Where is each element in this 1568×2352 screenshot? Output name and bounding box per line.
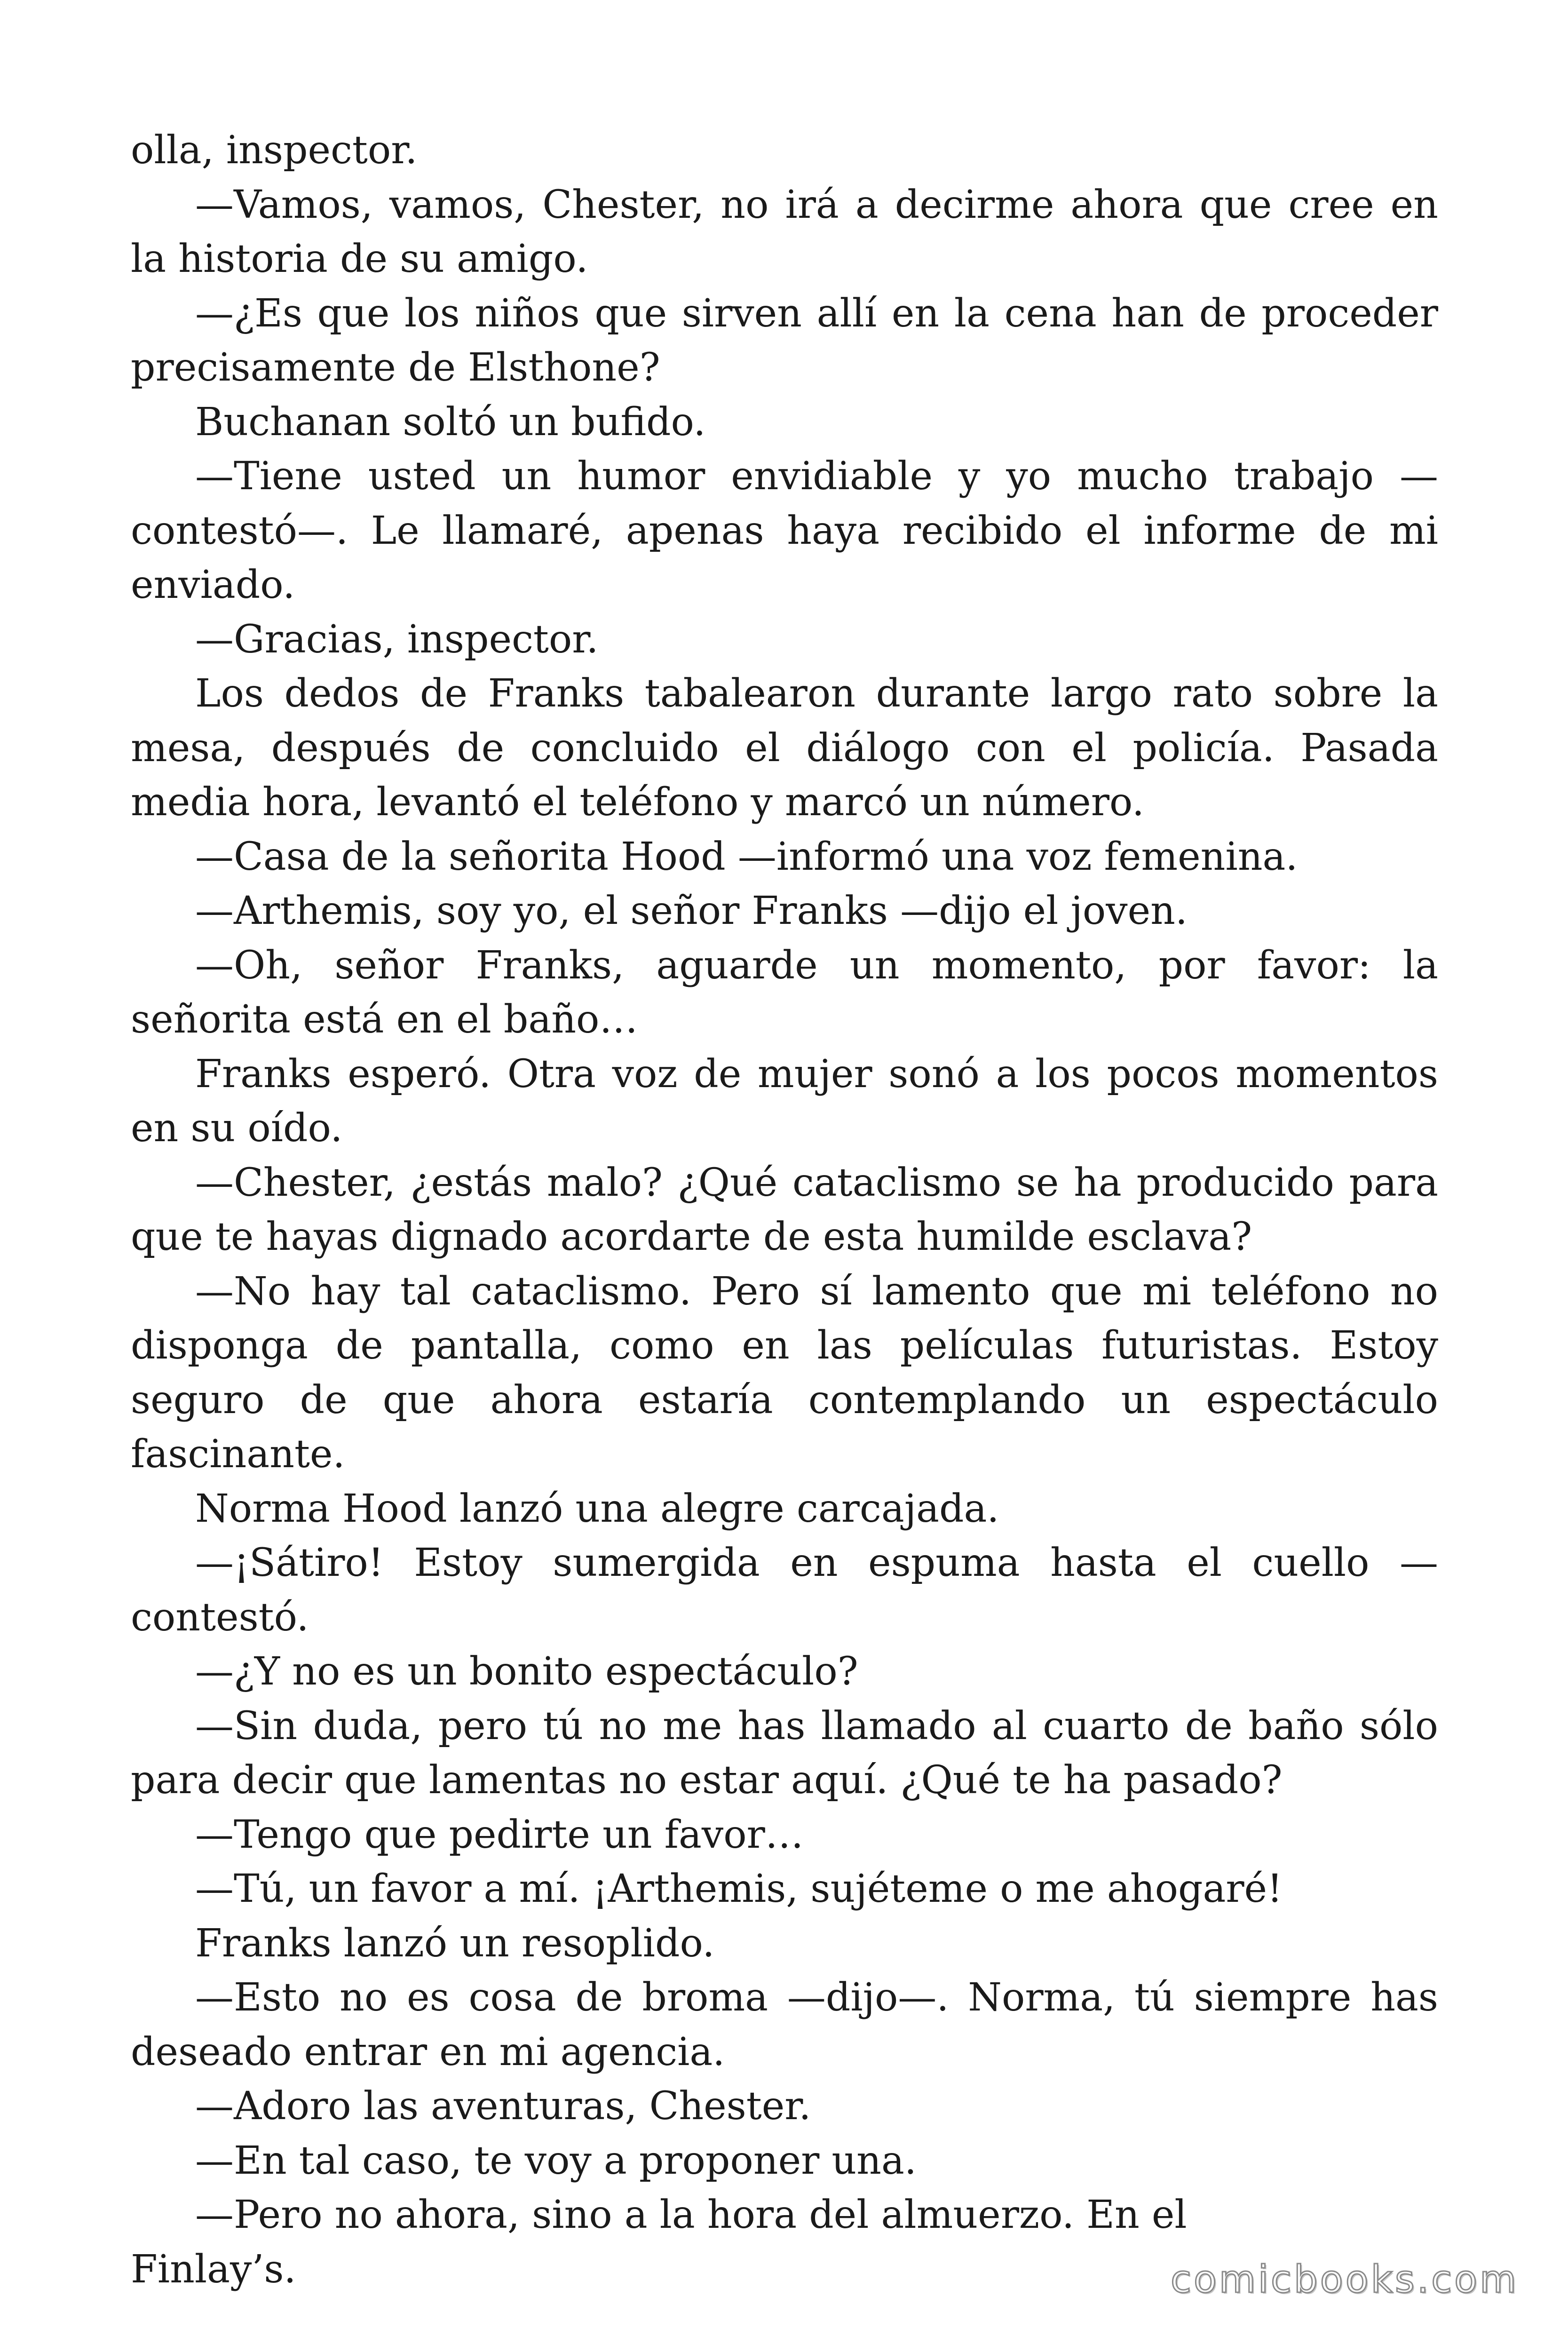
paragraph: —En tal caso, te voy a proponer una. bbox=[195, 2138, 917, 2183]
paragraph-continuation: olla, inspector. bbox=[131, 128, 418, 173]
paragraph: —Arthemis, soy yo, el señor Franks —dijo el joven. bbox=[195, 889, 1188, 933]
paragraph: Franks lanzó un resoplido. bbox=[195, 1921, 715, 1966]
paragraph: —No hay tal cataclismo. Pero sí lamento que mi teléfono no disponga de pantalla, como en las películas futuristas. Estoy seguro de que ahora estaría contemplando un espectáculo fascinante. bbox=[131, 1269, 1438, 1477]
paragraph: —Gracias, inspector. bbox=[195, 617, 599, 662]
paragraph: —¡Sátiro! Estoy sumergida en espuma hasta el cuello —contestó. bbox=[131, 1541, 1438, 1640]
paragraph: Norma Hood lanzó una alegre carcajada. bbox=[195, 1486, 999, 1531]
paragraph: —Vamos, vamos, Chester, no irá a decirme ahora que cree en la historia de su amigo. bbox=[131, 182, 1438, 281]
paragraph: Buchanan soltó un bufido. bbox=[195, 399, 706, 445]
paragraph: —Tiene usted un humor envidiable y yo mucho trabajo —contestó—. Le llamaré, apenas haya recibido el informe de mi enviado. bbox=[131, 454, 1438, 607]
paragraph: —Sin duda, pero tú no me has llamado al cuarto de baño sólo para decir que lamentas no estar aquí. ¿Qué te ha pasado? bbox=[131, 1703, 1438, 1803]
paragraph: —Adoro las aventuras, Chester. bbox=[195, 2084, 811, 2129]
paragraph: Los dedos de Franks tabalearon durante largo rato sobre la mesa, después de concluido el diálogo con el policía. Pasada media hora, levantó el teléfono y marcó un número. bbox=[131, 671, 1438, 825]
paragraph-line-end: Finlay’s. bbox=[131, 2247, 296, 2292]
paragraph: —Oh, señor Franks, aguarde un momento, por favor: la señorita está en el baño… bbox=[131, 943, 1438, 1042]
paragraph: Franks esperó. Otra voz de mujer sonó a los pocos momentos en su oído. bbox=[131, 1051, 1438, 1151]
paragraph: —Casa de la señorita Hood —informó una voz femenina. bbox=[195, 834, 1298, 879]
watermark-logo: comicbooks.com bbox=[1170, 2257, 1519, 2301]
paragraph: —¿Es que los niños que sirven allí en la cena han de proceder precisamente de Elsthone? bbox=[131, 291, 1438, 390]
paragraph: —Pero no ahora, sino a la hora del almuerzo. En el bbox=[195, 2193, 1187, 2237]
paragraph: —Esto no es cosa de broma —dijo—. Norma, tú siempre has deseado entrar en mi agencia. bbox=[131, 1975, 1438, 2074]
paragraph: —¿Y no es un bonito espectáculo? bbox=[195, 1649, 858, 1694]
page-text bbox=[131, 123, 1438, 2296]
paragraph: —Tengo que pedirte un favor… bbox=[195, 1812, 804, 1857]
paragraph: —Chester, ¿estás malo? ¿Qué cataclismo se ha producido para que te hayas dignado acordarte de esta humilde esclava? bbox=[131, 1160, 1438, 1259]
paragraph: —Tú, un favor a mí. ¡Arthemis, sujéteme o me ahogaré! bbox=[195, 1867, 1283, 1911]
